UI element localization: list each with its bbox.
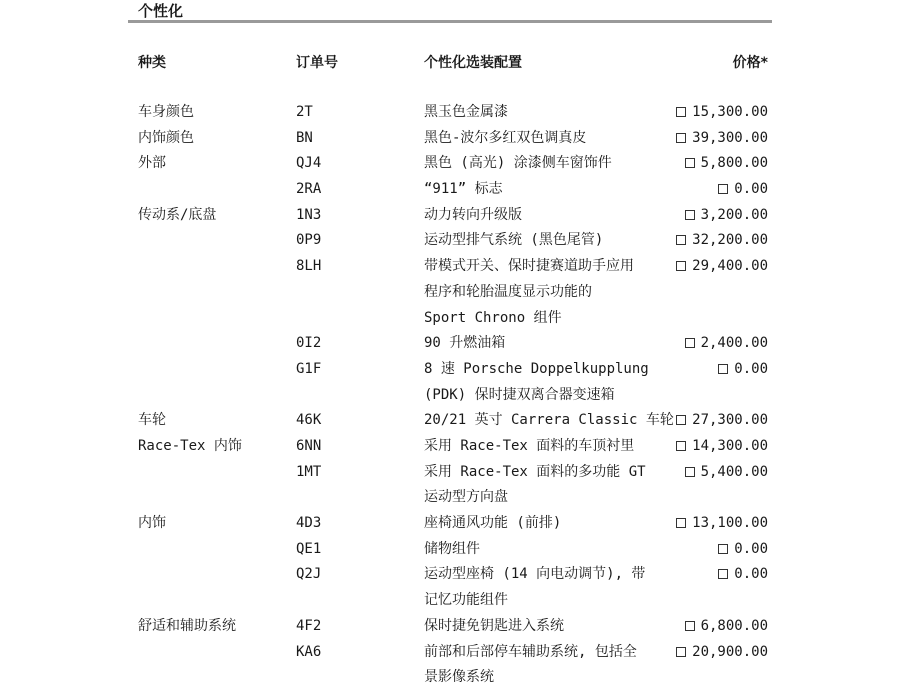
option-description <box>424 331 505 357</box>
price-cell <box>676 126 768 152</box>
price-cell <box>685 614 768 640</box>
option-description <box>424 100 508 126</box>
option-description <box>424 177 503 203</box>
option-line: 前部和后部停车辅助系统, 包括全 <box>424 643 637 660</box>
table-row <box>0 614 900 640</box>
order-code-cell: 4D3 <box>296 515 322 532</box>
category-cell: 内饰 <box>138 515 166 532</box>
category-cell: 车身颜色 <box>138 104 194 120</box>
checkbox-icon[interactable] <box>685 621 695 631</box>
option-description <box>424 640 637 691</box>
option-line: 20/21 英寸 Carrera Classic 车轮 <box>424 412 674 429</box>
checkbox-icon[interactable] <box>718 184 728 194</box>
header-option: 个性化选装配置 <box>424 55 522 71</box>
option-description <box>424 126 586 152</box>
options-table <box>0 100 900 691</box>
price-value: 0.00 <box>734 566 768 583</box>
price-value: 5,800.00 <box>700 155 768 172</box>
price-value: 0.00 <box>734 181 768 198</box>
table-row <box>0 408 900 434</box>
price-cell <box>676 228 768 254</box>
price-cell <box>685 203 768 229</box>
option-description <box>424 408 674 434</box>
category-cell: 车轮 <box>138 412 166 429</box>
order-code-cell: 0I2 <box>296 335 322 352</box>
option-line: (PDK) 保时捷双离合器变速箱 <box>424 386 615 403</box>
order-code-cell: BN <box>296 129 313 146</box>
checkbox-icon[interactable] <box>676 441 686 451</box>
option-description <box>424 460 646 511</box>
order-code-cell: 4F2 <box>296 617 322 634</box>
option-line: 8 速 Porsche Doppelkupplung <box>424 360 649 377</box>
header-category: 种类 <box>138 55 166 71</box>
option-line: 动力转向升级版 <box>424 206 522 223</box>
table-row <box>0 126 900 152</box>
price-value: 20,900.00 <box>692 643 768 660</box>
option-line: 90 升燃油箱 <box>424 335 506 352</box>
header-code: 订单号 <box>296 55 338 71</box>
option-line: 运动型方向盘 <box>424 489 508 506</box>
price-cell <box>676 100 768 126</box>
option-line: “911” 标志 <box>424 181 503 198</box>
price-value: 27,300.00 <box>692 412 768 429</box>
category-cell: 舒适和辅助系统 <box>138 617 236 634</box>
table-row <box>0 511 900 537</box>
checkbox-icon[interactable] <box>676 518 686 528</box>
option-line: 带模式开关、保时捷赛道助手应用 <box>424 258 634 275</box>
table-row <box>0 357 900 408</box>
header-price: 价格* <box>732 55 768 71</box>
table-row <box>0 100 900 126</box>
option-line: 座椅通风功能 (前排) <box>424 515 562 532</box>
category-cell: 传动系/底盘 <box>138 206 217 223</box>
price-value: 13,100.00 <box>692 515 768 532</box>
option-line: 运动型排气系统 (黑色尾管) <box>424 232 604 249</box>
checkbox-icon[interactable] <box>676 133 686 143</box>
option-line: 景影像系统 <box>424 669 494 686</box>
price-cell <box>718 537 768 563</box>
option-line: 储物组件 <box>424 540 480 557</box>
option-description <box>424 434 634 460</box>
checkbox-icon[interactable] <box>685 210 695 220</box>
table-row <box>0 640 900 691</box>
checkbox-icon[interactable] <box>718 544 728 554</box>
option-description <box>424 151 612 177</box>
option-line: 黑色-波尔多红双色调真皮 <box>424 129 587 146</box>
option-description <box>424 254 634 331</box>
option-description <box>424 511 561 537</box>
checkbox-icon[interactable] <box>685 467 695 477</box>
price-cell <box>676 254 768 280</box>
price-cell <box>676 511 768 537</box>
table-row <box>0 151 900 177</box>
price-cell <box>718 177 768 203</box>
order-code-cell: QJ4 <box>296 155 322 172</box>
price-cell <box>718 562 768 588</box>
option-description <box>424 357 649 408</box>
price-value: 2,400.00 <box>700 335 768 352</box>
option-line: 采用 Race-Tex 面料的多功能 GT <box>424 463 646 480</box>
option-description <box>424 228 603 254</box>
option-line: 保时捷免钥匙进入系统 <box>424 617 564 634</box>
price-value: 29,400.00 <box>692 258 768 275</box>
price-cell <box>685 331 768 357</box>
table-row <box>0 331 900 357</box>
option-description <box>424 537 480 563</box>
order-code-cell: KA6 <box>296 643 322 660</box>
order-code-cell: 2RA <box>296 181 322 198</box>
checkbox-icon[interactable] <box>676 107 686 117</box>
checkbox-icon[interactable] <box>718 569 728 579</box>
checkbox-icon[interactable] <box>676 415 686 425</box>
option-description <box>424 203 522 229</box>
option-description <box>424 614 564 640</box>
checkbox-icon[interactable] <box>676 261 686 271</box>
checkbox-icon[interactable] <box>676 647 686 657</box>
title-rule <box>128 20 772 23</box>
order-code-cell: 1MT <box>296 463 322 480</box>
order-code-cell: 6NN <box>296 437 322 454</box>
table-row <box>0 537 900 563</box>
price-value: 15,300.00 <box>692 104 768 120</box>
price-cell <box>718 357 768 383</box>
option-line: 采用 Race-Tex 面料的车顶衬里 <box>424 437 635 454</box>
table-row <box>0 434 900 460</box>
order-code-cell: 0P9 <box>296 232 322 249</box>
category-cell: Race-Tex 内饰 <box>138 437 242 454</box>
option-line: 运动型座椅 (14 向电动调节), 带 <box>424 566 646 583</box>
order-code-cell: G1F <box>296 360 322 377</box>
option-line: 黑玉色金属漆 <box>424 104 508 120</box>
order-code-cell: 46K <box>296 412 322 429</box>
price-value: 3,200.00 <box>700 206 768 223</box>
price-value: 39,300.00 <box>692 129 768 146</box>
table-row <box>0 460 900 511</box>
table-row <box>0 562 900 613</box>
order-code-cell: 8LH <box>296 258 322 275</box>
table-row <box>0 177 900 203</box>
price-value: 5,400.00 <box>700 463 768 480</box>
table-row <box>0 228 900 254</box>
order-code-cell: 1N3 <box>296 206 322 223</box>
option-description <box>424 562 645 613</box>
option-line: 黑色 (高光) 涂漆侧车窗饰件 <box>424 155 612 172</box>
table-row <box>0 203 900 229</box>
category-cell: 内饰颜色 <box>138 129 194 146</box>
checkbox-icon[interactable] <box>685 338 695 348</box>
price-cell <box>685 460 768 486</box>
price-value: 32,200.00 <box>692 232 768 249</box>
order-code-cell: Q2J <box>296 566 322 583</box>
order-code-cell: QE1 <box>296 540 322 557</box>
checkbox-icon[interactable] <box>685 158 695 168</box>
category-cell: 外部 <box>138 155 166 172</box>
table-row <box>0 254 900 331</box>
price-value: 6,800.00 <box>700 617 768 634</box>
price-cell <box>685 151 768 177</box>
price-value: 14,300.00 <box>692 437 768 454</box>
price-value: 0.00 <box>734 360 768 377</box>
option-line: 程序和轮胎温度显示功能的 <box>424 283 592 300</box>
order-code-cell: 2T <box>296 104 313 120</box>
checkbox-icon[interactable] <box>676 235 686 245</box>
checkbox-icon[interactable] <box>718 364 728 374</box>
price-value: 0.00 <box>734 540 768 557</box>
option-line: Sport Chrono 组件 <box>424 309 562 326</box>
price-cell <box>676 408 768 434</box>
price-cell <box>676 434 768 460</box>
section-title: 个性化 <box>138 2 184 20</box>
price-cell <box>676 640 768 666</box>
option-line: 记忆功能组件 <box>424 592 508 609</box>
